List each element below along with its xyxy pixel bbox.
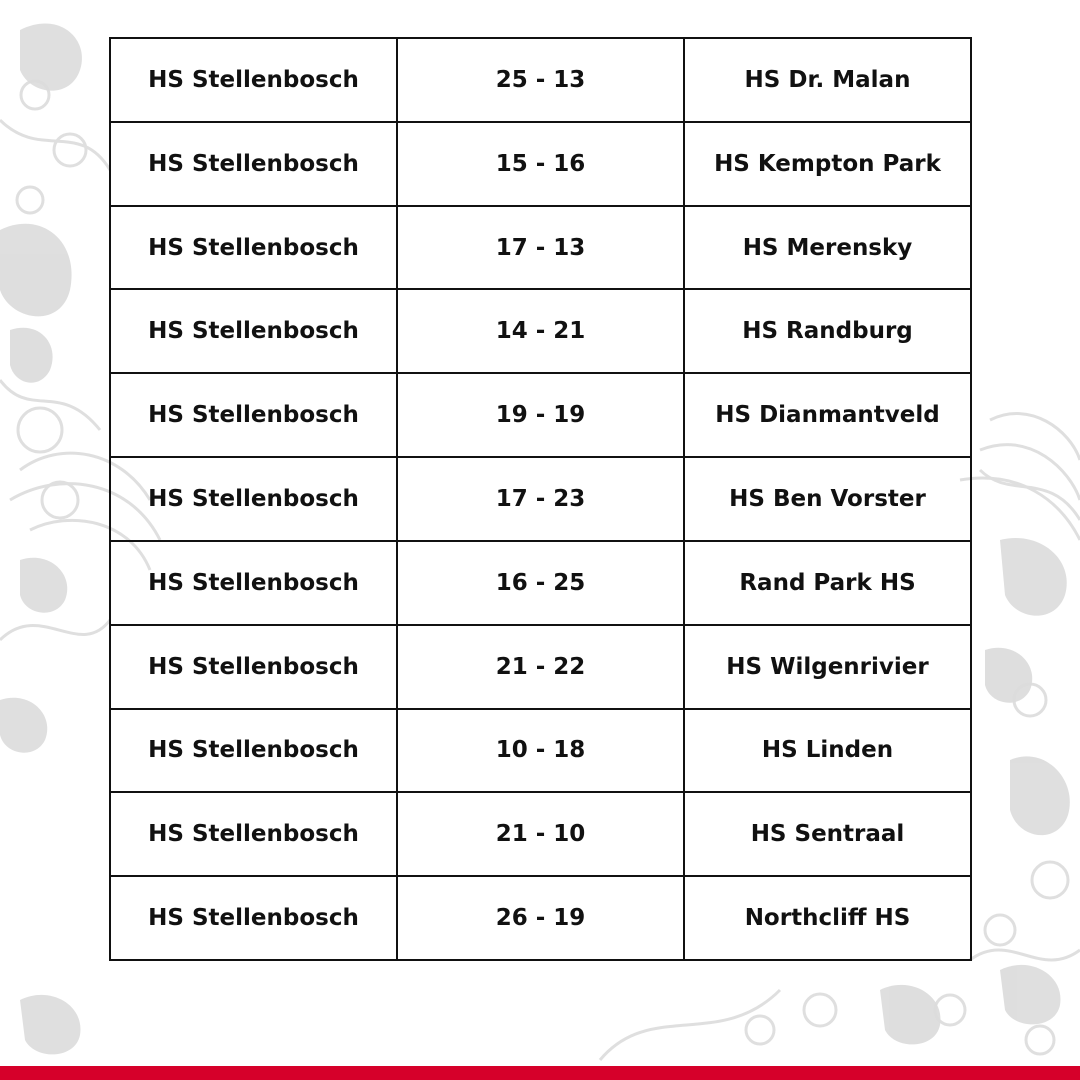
table-row: [110, 206, 971, 290]
home-team-cell: HS Stellenbosch: [110, 709, 397, 793]
away-team-cell: HS Linden: [684, 709, 971, 793]
away-team-cell: HS Dianmantveld: [684, 373, 971, 457]
away-team-cell: HS Merensky: [684, 206, 971, 290]
away-team-cell: HS Randburg: [684, 289, 971, 373]
accent-bar: [0, 1066, 1080, 1080]
table-row: [110, 625, 971, 709]
score-cell: 19 - 19: [397, 373, 684, 457]
table-row: [110, 289, 971, 373]
home-team-cell: HS Stellenbosch: [110, 373, 397, 457]
away-team-cell: Rand Park HS: [684, 541, 971, 625]
table-row: [110, 709, 971, 793]
table-row: [110, 122, 971, 206]
results-table: [109, 37, 972, 961]
away-team-cell: Northcliff HS: [684, 876, 971, 960]
score-cell: 21 - 22: [397, 625, 684, 709]
away-team-cell: HS Wilgenrivier: [684, 625, 971, 709]
score-cell: 15 - 16: [397, 122, 684, 206]
home-team-cell: HS Stellenbosch: [110, 876, 397, 960]
score-cell: 21 - 10: [397, 792, 684, 876]
table-row: [110, 792, 971, 876]
score-cell: 16 - 25: [397, 541, 684, 625]
home-team-cell: HS Stellenbosch: [110, 289, 397, 373]
away-team-cell: HS Kempton Park: [684, 122, 971, 206]
score-cell: 25 - 13: [397, 38, 684, 122]
score-cell: 17 - 13: [397, 206, 684, 290]
home-team-cell: HS Stellenbosch: [110, 206, 397, 290]
table-row: [110, 876, 971, 960]
score-cell: 14 - 21: [397, 289, 684, 373]
score-cell: 10 - 18: [397, 709, 684, 793]
table-row: [110, 373, 971, 457]
table-row: [110, 38, 971, 122]
home-team-cell: HS Stellenbosch: [110, 38, 397, 122]
home-team-cell: HS Stellenbosch: [110, 541, 397, 625]
table-row: [110, 457, 971, 541]
table-row: [110, 541, 971, 625]
away-team-cell: HS Sentraal: [684, 792, 971, 876]
home-team-cell: HS Stellenbosch: [110, 625, 397, 709]
score-cell: 17 - 23: [397, 457, 684, 541]
score-cell: 26 - 19: [397, 876, 684, 960]
home-team-cell: HS Stellenbosch: [110, 792, 397, 876]
away-team-cell: HS Ben Vorster: [684, 457, 971, 541]
away-team-cell: HS Dr. Malan: [684, 38, 971, 122]
home-team-cell: HS Stellenbosch: [110, 122, 397, 206]
home-team-cell: HS Stellenbosch: [110, 457, 397, 541]
results-table-body: [110, 38, 971, 960]
